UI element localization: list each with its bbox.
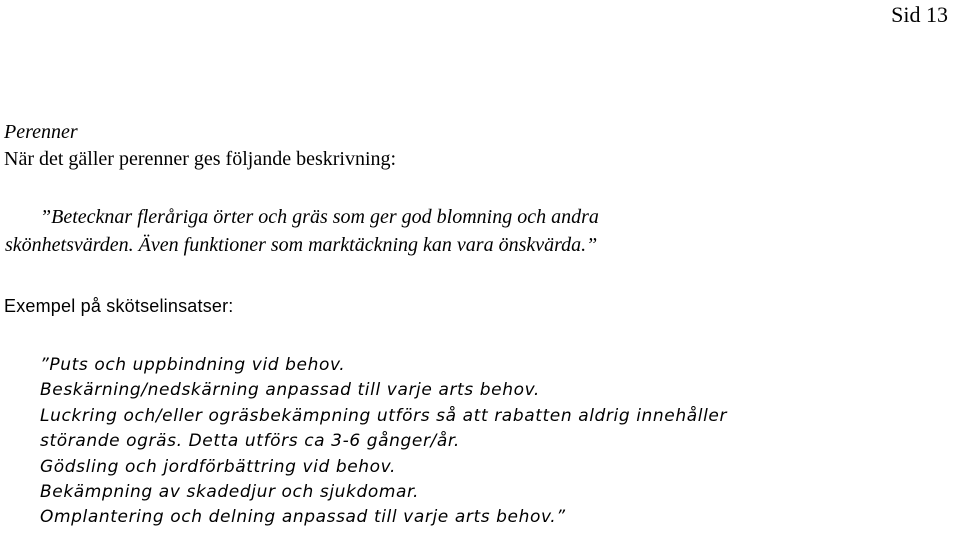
- measure-line: Luckring och/eller ogräsbekämpning utförs så att rabatten aldrig innehåller: [40, 405, 728, 426]
- intro-text: När det gäller perenner ges följande beskrivning:: [4, 148, 397, 170]
- definition-quote: [5, 203, 599, 259]
- maintenance-measures-list: [40, 353, 727, 531]
- quote-line: ”Betecknar fleråriga örter och gräs som ger god blomning och andra: [40, 206, 599, 228]
- measure-line: ”Puts och uppbindning vid behov.: [40, 355, 346, 375]
- section-heading: Perenner: [4, 121, 78, 143]
- measure-line: störande ogräs. Detta utförs ca 3-6 gånger/år.: [40, 431, 460, 452]
- examples-label: Exempel på skötselinsatser:: [4, 296, 234, 316]
- measure-line: Gödsling och jordförbättring vid behov.: [40, 456, 396, 477]
- measure-line: Omplantering och delning anpassad till varje arts behov.”: [40, 507, 566, 528]
- measure-line: Bekämpning av skadedjur och sjukdomar.: [40, 482, 420, 503]
- measure-line: Beskärning/nedskärning anpassad till varje arts behov.: [40, 380, 540, 401]
- page-number: Sid 13: [891, 2, 948, 27]
- quote-line: skönhetsvärden. Även funktioner som marktäckning kan vara önskvärda.”: [5, 234, 598, 256]
